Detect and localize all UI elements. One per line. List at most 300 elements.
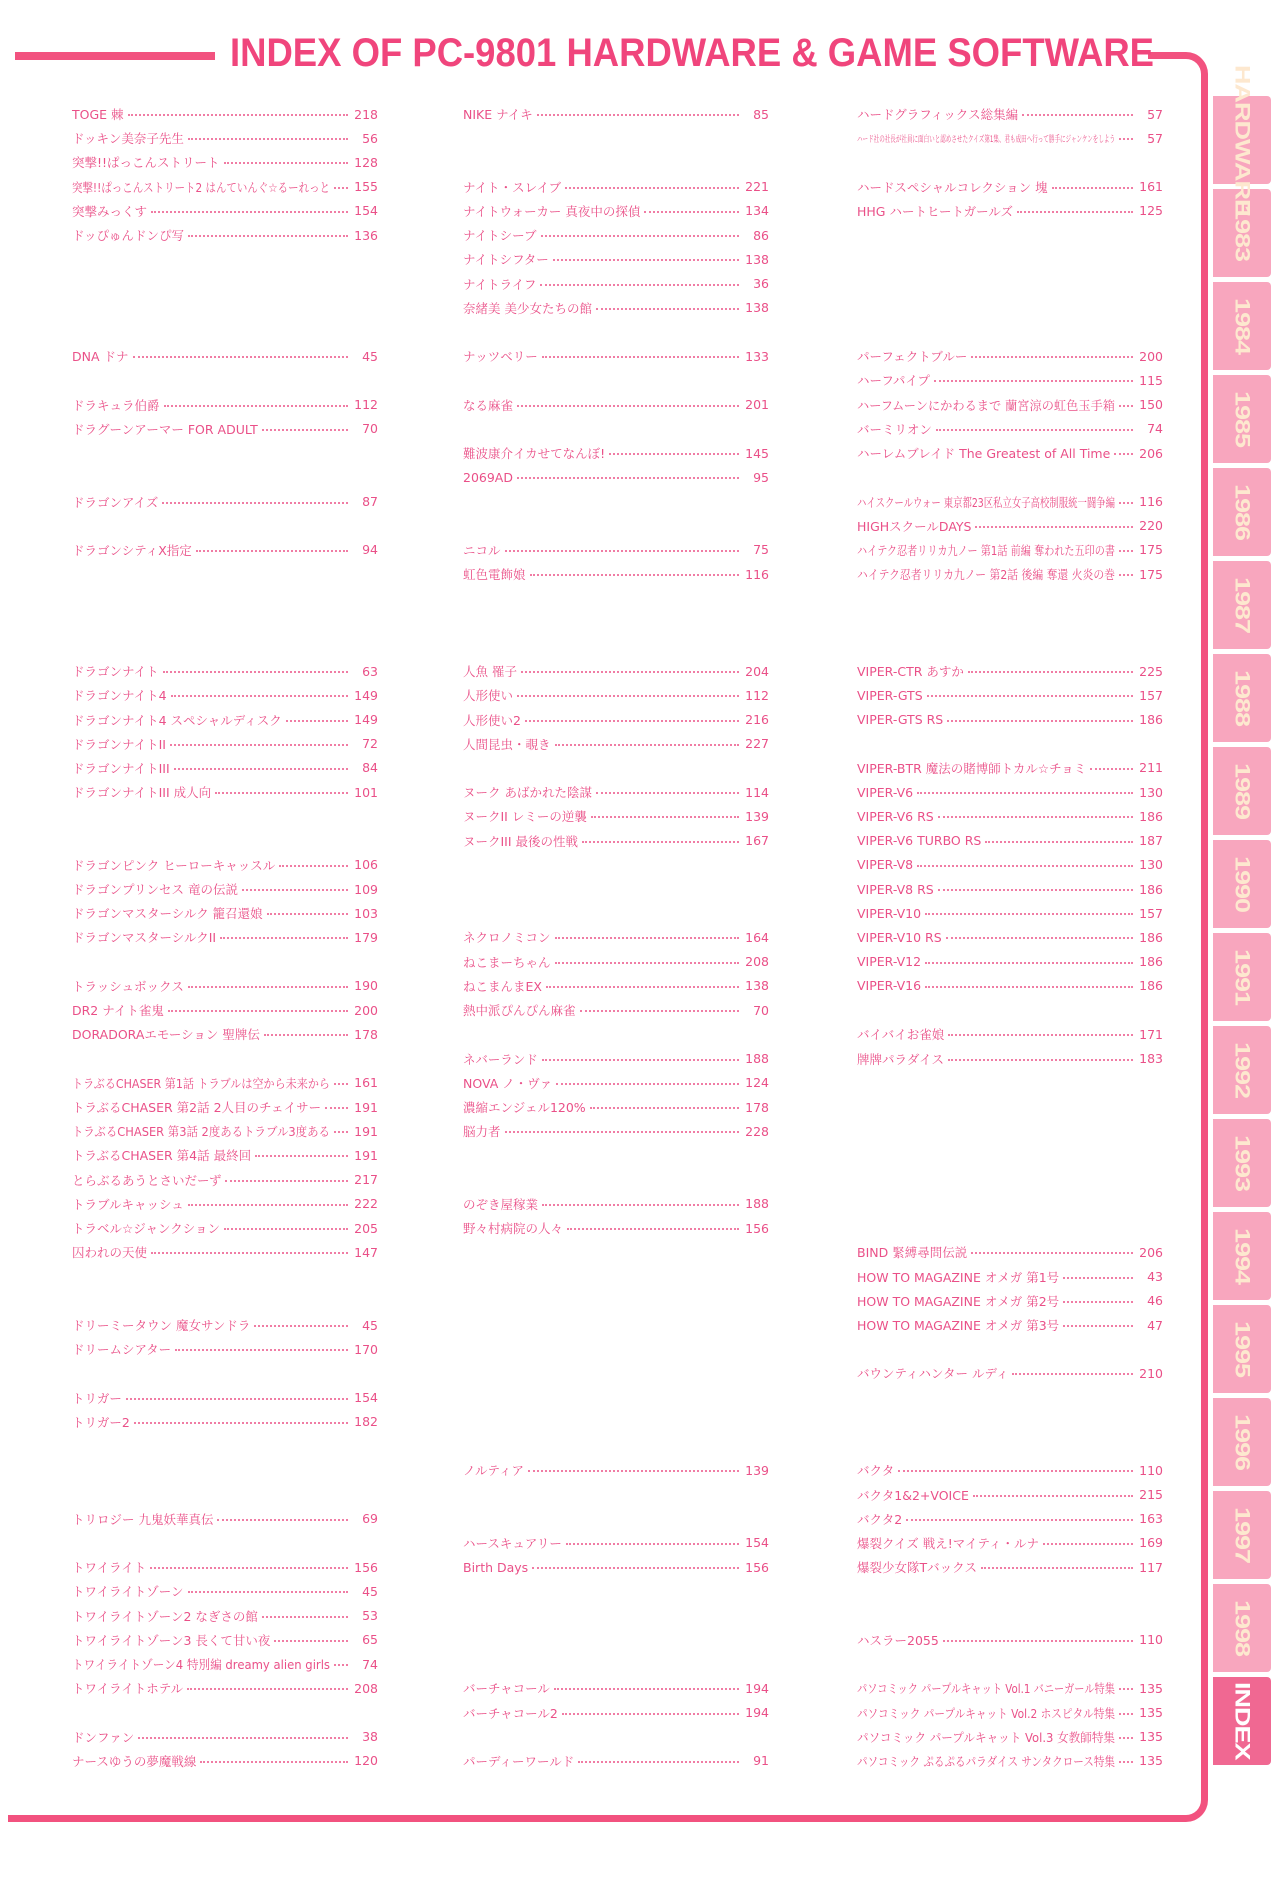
dot-leader — [925, 962, 1133, 964]
entry-title: トラッシュボックス — [72, 978, 184, 994]
dot-leader — [279, 865, 348, 867]
entry-title: 爆裂クイズ 戦え!マイティ・ルナ — [857, 1535, 1039, 1551]
dot-leader — [217, 1519, 348, 1521]
dot-leader — [517, 695, 739, 697]
entry-title-box — [463, 735, 551, 753]
entry-title-box — [72, 1389, 122, 1407]
entry-title-box — [857, 444, 1110, 462]
entry-page: 138 — [745, 978, 769, 994]
entry-title: ヌーク あばかれた陰謀 — [463, 785, 592, 801]
entry-title-box — [463, 565, 526, 583]
entry-page: 175 — [1139, 566, 1163, 582]
entry-page: 46 — [1147, 1293, 1163, 1309]
entry-page: 188 — [745, 1196, 769, 1212]
index-entry — [857, 395, 1163, 415]
entry-page: 135 — [1139, 1729, 1163, 1745]
tab-1991[interactable] — [1213, 933, 1271, 1021]
entry-page: 53 — [362, 1608, 378, 1624]
entry-page: 156 — [745, 1220, 769, 1236]
entry-title-box — [463, 1050, 538, 1068]
entry-title-box — [857, 1534, 1039, 1552]
dot-leader — [1012, 1373, 1133, 1375]
index-entry — [72, 1194, 378, 1214]
entry-page: 86 — [753, 227, 769, 243]
entry-page: 218 — [354, 106, 378, 122]
entry-title: HOW TO MAGAZINE オメガ 第3号 — [857, 1318, 1060, 1333]
entry-title-box — [72, 493, 158, 511]
tab-label: 1992 — [1230, 1041, 1255, 1099]
index-entry — [857, 1678, 1163, 1698]
entry-title-box — [72, 153, 220, 171]
tab-label: 1993 — [1230, 1134, 1255, 1192]
index-entry — [463, 1121, 769, 1141]
tab-1998[interactable] — [1213, 1584, 1271, 1672]
entry-title: ヌークII レミーの逆襲 — [463, 809, 587, 825]
tab-1986[interactable] — [1213, 468, 1271, 556]
tab-1993[interactable] — [1213, 1119, 1271, 1207]
header-rule-left — [15, 52, 215, 60]
entry-title-box — [857, 882, 934, 897]
entry-page: 178 — [354, 1026, 378, 1042]
tab-1985[interactable] — [1213, 375, 1271, 463]
entry-title: ドラゴンナイトIII — [72, 760, 170, 776]
entry-title: ナッツベリー — [463, 349, 538, 365]
entry-title: トリロジー 九鬼妖華真伝 — [72, 1511, 214, 1527]
entry-page: 190 — [354, 978, 378, 994]
dot-leader — [274, 1640, 348, 1642]
dot-leader — [542, 356, 739, 358]
entry-title-box — [857, 712, 943, 727]
entry-page: 128 — [354, 154, 378, 170]
entry-title-box — [463, 178, 561, 196]
entry-title-box — [857, 1025, 944, 1043]
entry-page: 178 — [745, 1099, 769, 1115]
entry-title-box — [72, 129, 184, 147]
tab-1988[interactable] — [1213, 654, 1271, 742]
dot-leader — [938, 816, 1133, 818]
index-entry — [463, 1703, 769, 1723]
index-entry — [72, 346, 378, 366]
index-entry — [463, 564, 769, 584]
dot-leader — [334, 1664, 348, 1666]
index-entry — [857, 952, 1163, 972]
entry-title-box — [857, 906, 921, 921]
entry-title-box — [857, 1243, 967, 1261]
dot-leader — [1119, 574, 1133, 576]
entry-title: ネクロノミコン — [463, 930, 551, 946]
index-entry — [463, 225, 769, 245]
index-entry — [72, 177, 378, 197]
entry-title: VIPER-V6 TURBO RS — [857, 833, 982, 849]
entry-title-box — [463, 347, 538, 365]
entry-title: ハースキュアリー — [463, 1535, 562, 1551]
index-entry — [463, 831, 769, 851]
index-entry — [857, 1049, 1163, 1069]
index-entry — [72, 685, 378, 705]
entry-title-box — [857, 1679, 1115, 1697]
entry-page: 91 — [753, 1753, 769, 1769]
dot-leader — [133, 356, 348, 358]
tab-label: 1998 — [1230, 1599, 1255, 1657]
entry-title: パソコミック パープルキャット Vol.3 女教師特集 — [857, 1729, 1115, 1745]
entry-title: HHG ハートヒートガールズ — [857, 203, 1013, 219]
dot-leader — [553, 259, 739, 261]
entry-title-box — [857, 396, 1115, 414]
dot-leader — [542, 1204, 739, 1206]
dot-leader — [134, 1422, 348, 1424]
index-entry — [463, 274, 769, 294]
tab-label: 1986 — [1230, 483, 1255, 541]
dot-leader — [934, 380, 1133, 382]
entry-title: ドラゴンナイトII — [72, 736, 166, 752]
dot-leader — [948, 1034, 1133, 1036]
entry-title: トラブルキャッシュ — [72, 1196, 184, 1212]
entry-title-box — [857, 105, 1018, 123]
index-entry — [463, 1460, 769, 1480]
entry-page: 70 — [753, 1002, 769, 1018]
entry-title: DORADORAエモーション 聖牌伝 — [72, 1027, 260, 1043]
dot-leader — [517, 477, 739, 479]
tab-1992[interactable] — [1213, 1026, 1271, 1114]
page-title-text: INDEX OF PC-9801 HARDWARE & GAME SOFTWARE — [230, 31, 1154, 74]
entry-title-box — [72, 226, 184, 244]
dot-leader — [596, 792, 739, 794]
entry-title-box — [857, 1316, 1059, 1334]
index-entry — [72, 1630, 378, 1650]
index-entry — [857, 201, 1163, 221]
index-entry — [463, 1557, 769, 1577]
dot-leader — [334, 1083, 348, 1085]
index-entry — [857, 1460, 1163, 1480]
entry-title: ナイト・スレイブ — [463, 179, 562, 195]
entry-title: ドラグーンアーマー FOR ADULT — [72, 421, 258, 437]
dot-leader — [609, 453, 739, 455]
tab-1987[interactable] — [1213, 561, 1271, 649]
entry-page: 215 — [1139, 1487, 1163, 1503]
page-title — [228, 24, 1158, 74]
entry-title: DR2 ナイト雀鬼 — [72, 1003, 164, 1019]
entry-title-box — [72, 1679, 183, 1697]
entry-title-box — [857, 493, 1115, 511]
dot-leader — [546, 986, 739, 988]
index-entry — [857, 1315, 1163, 1335]
entry-title-box — [857, 420, 932, 438]
entry-title: ドンファン — [72, 1729, 135, 1745]
index-entry — [72, 492, 378, 512]
entry-title: パソコミック パープルキャット Vol.2 ホスピタル特集 — [857, 1705, 1115, 1721]
entry-page: 45 — [362, 348, 378, 364]
dot-leader — [215, 792, 348, 794]
tab-label: 1996 — [1230, 1413, 1255, 1471]
entry-page: 70 — [362, 421, 378, 437]
index-entry — [72, 976, 378, 996]
entry-title: 人形使い — [463, 688, 514, 704]
entry-title: 脳力者 — [463, 1124, 501, 1140]
entry-page: 112 — [745, 687, 769, 703]
entry-page: 191 — [354, 1147, 378, 1163]
entry-title-box — [72, 420, 258, 438]
dot-leader — [530, 574, 739, 576]
index-entry — [857, 879, 1163, 899]
entry-title-box — [72, 1243, 147, 1261]
dot-leader — [225, 1180, 348, 1182]
index-column-1 — [72, 104, 378, 1804]
index-entry — [857, 104, 1163, 124]
dot-leader — [224, 1228, 348, 1230]
entry-title: バクタ1&2+VOICE — [857, 1487, 969, 1503]
entry-page: 175 — [1139, 542, 1163, 558]
entry-title-box — [463, 541, 501, 559]
tab-label: 1987 — [1230, 576, 1255, 634]
dot-leader — [170, 744, 348, 746]
dot-leader — [554, 1688, 739, 1690]
entry-page: 69 — [362, 1511, 378, 1527]
entry-page: 56 — [362, 130, 378, 146]
entry-title-box — [463, 1752, 574, 1770]
index-entry — [72, 104, 378, 124]
dot-leader — [532, 1567, 739, 1569]
entry-page: 133 — [745, 348, 769, 364]
entry-page: 135 — [1139, 1705, 1163, 1721]
entry-page: 208 — [354, 1680, 378, 1696]
index-entry — [857, 443, 1163, 463]
tab-1996[interactable] — [1213, 1398, 1271, 1486]
dot-leader — [255, 1155, 348, 1157]
entry-title: トワイライトゾーン — [72, 1584, 184, 1600]
dot-leader — [555, 962, 739, 964]
dot-leader — [187, 1688, 348, 1690]
entry-page: 201 — [745, 397, 769, 413]
entry-title: ねこまんまEX — [463, 978, 542, 994]
index-column-2 — [463, 104, 769, 1804]
entry-page: 206 — [1139, 1244, 1163, 1260]
tab-1994[interactable] — [1213, 1212, 1271, 1300]
entry-title-box — [857, 1292, 1059, 1310]
dot-leader — [224, 162, 348, 164]
entry-page: 200 — [354, 1002, 378, 1018]
entry-title-box — [463, 105, 533, 123]
tab-1995[interactable] — [1213, 1305, 1271, 1393]
index-entry — [857, 128, 1163, 148]
entry-title-box — [857, 1364, 1008, 1382]
entry-page: 205 — [354, 1220, 378, 1236]
entry-title: パーフェクトブルー — [857, 349, 968, 365]
entry-page: 191 — [354, 1123, 378, 1139]
entry-page: 87 — [362, 494, 378, 510]
index-entry — [463, 927, 769, 947]
index-entry — [857, 806, 1163, 826]
index-entry — [463, 710, 769, 730]
footer-rule — [8, 1815, 1178, 1822]
dot-leader — [556, 1083, 739, 1085]
dot-leader — [262, 1616, 348, 1618]
entry-title-box — [857, 371, 930, 389]
entry-title: VIPER-V12 — [857, 954, 922, 970]
index-entry — [857, 1485, 1163, 1505]
entry-title: トワイライト — [72, 1560, 147, 1576]
dot-leader — [151, 1252, 348, 1254]
index-entry — [857, 419, 1163, 439]
entry-title-box — [857, 541, 1115, 559]
entry-title: パソコミック ぷるぷるパラダイス サンタクロース特集 — [857, 1753, 1115, 1769]
dot-leader — [981, 1567, 1133, 1569]
dot-leader — [188, 235, 348, 237]
entry-page: 130 — [1139, 784, 1163, 800]
dot-leader — [542, 1059, 739, 1061]
entry-page: 124 — [745, 1075, 769, 1091]
entry-page: 170 — [354, 1341, 378, 1357]
dot-leader — [943, 1640, 1133, 1642]
entry-title: 人形使い2 — [463, 712, 521, 728]
index-entry — [857, 1533, 1163, 1553]
entry-title: 人間昆虫・覗き — [463, 736, 551, 752]
entry-page: 200 — [1139, 348, 1163, 364]
tab-label: 1989 — [1230, 762, 1255, 820]
entry-page: 183 — [1139, 1051, 1163, 1067]
index-entry — [72, 128, 378, 148]
entry-title-box — [72, 1098, 321, 1116]
entry-title-box — [72, 396, 160, 414]
index-entry — [463, 346, 769, 366]
entry-page: 188 — [745, 1051, 769, 1067]
entry-title: トラぶるCHASER 第1話 トラブルは空から未来から — [72, 1075, 330, 1091]
tab-index[interactable] — [1213, 1677, 1271, 1765]
entry-title: VIPER-V10 — [857, 905, 922, 921]
index-entry — [463, 1000, 769, 1020]
entry-title: ハード社の社長が社員に面白いと認めさせたクイズ第1集、君も成田へ行って勝手にジャンケンをしよう — [857, 134, 1115, 145]
dot-leader — [555, 937, 739, 939]
dot-leader — [938, 889, 1133, 891]
index-entry — [857, 976, 1163, 996]
entry-title-box — [72, 1413, 130, 1431]
entry-title-box — [72, 759, 170, 777]
entry-title-box — [72, 1582, 184, 1600]
dot-leader — [196, 550, 348, 552]
index-entry — [72, 1000, 378, 1020]
entry-title-box — [463, 711, 521, 729]
entry-title: 突撃!!ぱっこんストリート — [72, 155, 220, 171]
dot-leader — [578, 1761, 739, 1763]
entry-title: 突撃みっくす — [72, 203, 148, 219]
entry-title: バクタ2 — [857, 1511, 903, 1527]
dot-leader — [925, 986, 1133, 988]
tab-1989[interactable] — [1213, 747, 1271, 835]
tab-1997[interactable] — [1213, 1491, 1271, 1579]
dot-leader — [591, 816, 739, 818]
entry-title: NOVA ノ・ヴァ — [463, 1075, 553, 1091]
tab-hardware[interactable] — [1213, 64, 1271, 216]
dot-leader — [242, 889, 348, 891]
dot-leader — [1119, 1713, 1133, 1715]
entry-title: VIPER-V6 RS — [857, 808, 934, 824]
entry-title: トワイライトゾーン2 なぎさの館 — [72, 1608, 258, 1624]
tab-1990[interactable] — [1213, 840, 1271, 928]
entry-title: ハーフパイプ — [857, 373, 931, 389]
index-entry — [857, 1751, 1163, 1771]
entry-page: 134 — [745, 203, 769, 219]
entry-title-box — [463, 977, 542, 995]
entry-title-box — [857, 1268, 1059, 1286]
index-entry — [463, 1097, 769, 1117]
entry-title: HIGHスクールDAYS — [857, 518, 972, 534]
dot-leader — [254, 1325, 348, 1327]
entry-title-box — [857, 759, 1086, 777]
entry-page: 191 — [354, 1099, 378, 1115]
dot-leader — [596, 308, 739, 310]
index-entry — [463, 249, 769, 269]
index-entry — [463, 685, 769, 705]
entry-title-box — [463, 1560, 528, 1575]
index-entry — [857, 1242, 1163, 1262]
entry-title-box — [463, 953, 551, 971]
index-entry — [857, 1363, 1163, 1383]
entry-page: 36 — [753, 276, 769, 292]
entry-title-box — [857, 1704, 1115, 1722]
dot-leader — [128, 114, 348, 116]
entry-page: 187 — [1139, 833, 1163, 849]
entry-title-box — [72, 1510, 213, 1528]
dot-leader — [1022, 114, 1133, 116]
dot-leader — [1017, 211, 1133, 213]
dot-leader — [1090, 768, 1133, 770]
dot-leader — [517, 405, 739, 407]
index-entry — [72, 1751, 378, 1771]
index-entry — [857, 685, 1163, 705]
entry-page: 154 — [354, 203, 378, 219]
dot-leader — [1119, 502, 1133, 504]
entry-page: 114 — [745, 784, 769, 800]
entry-page: 154 — [354, 1390, 378, 1406]
entry-page: 194 — [745, 1705, 769, 1721]
entry-title: ハイスクールウォー 東京都23区私立女子高校制服統一闘争編 — [857, 494, 1115, 510]
entry-title: バウンティハンター ルディ — [857, 1366, 1009, 1382]
entry-title-box — [463, 1534, 562, 1552]
entry-page: 227 — [745, 736, 769, 752]
dot-leader — [334, 187, 348, 189]
entry-page: 139 — [745, 808, 769, 824]
dot-leader — [1119, 550, 1133, 552]
entry-title: 難波康介イカせてなんぼ! — [463, 446, 606, 462]
dot-leader — [262, 429, 348, 431]
entry-title-box — [72, 662, 159, 680]
dot-leader — [580, 1010, 739, 1012]
entry-title-box — [463, 470, 513, 485]
dot-leader — [541, 235, 739, 237]
tab-label: 1994 — [1230, 1227, 1255, 1285]
entry-title: バイバイお雀娘 — [857, 1027, 945, 1043]
dot-leader — [286, 720, 348, 722]
index-entry — [72, 661, 378, 681]
tab-1984[interactable] — [1213, 282, 1271, 370]
index-entry — [72, 1557, 378, 1577]
entry-title: ハーフムーンにかわるまで 蘭宮涼の虹色玉手箱 — [857, 397, 1115, 413]
entry-title: トリガー — [72, 1390, 122, 1406]
index-entry — [857, 831, 1163, 851]
entry-page: 186 — [1139, 712, 1163, 727]
entry-title-box — [72, 783, 211, 801]
index-entry — [463, 177, 769, 197]
entry-title-box — [463, 444, 605, 462]
index-entry — [857, 1630, 1163, 1650]
index-entry — [72, 855, 378, 875]
entry-title-box — [463, 662, 517, 680]
entry-page: 220 — [1139, 518, 1163, 534]
dot-leader — [1119, 138, 1133, 140]
entry-title-box — [463, 1219, 563, 1237]
entry-title-box — [463, 1001, 576, 1019]
index-entry — [857, 1703, 1163, 1723]
dot-leader — [150, 1567, 348, 1569]
